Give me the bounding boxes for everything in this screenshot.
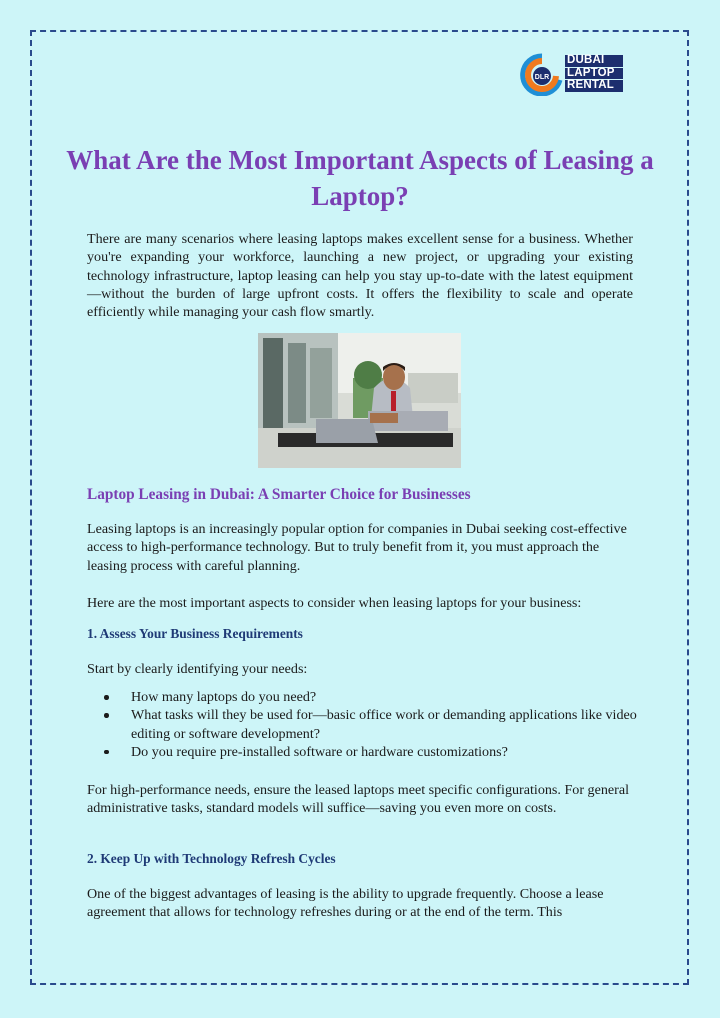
company-logo[interactable] xyxy=(519,52,625,96)
section-heading: Laptop Leasing in Dubai: A Smarter Choice for Businesses xyxy=(87,486,471,503)
logo-line-2: LAPTOP xyxy=(565,68,623,80)
logo-line-3: RENTAL xyxy=(565,80,623,92)
requirements-list xyxy=(87,688,671,761)
page-title: What Are the Most Important Aspects of Leasing a Laptop? xyxy=(66,145,654,211)
logo-mark-icon xyxy=(519,52,565,96)
section-paragraph-2: Here are the most important aspects to consider when leasing laptops for your business: xyxy=(87,595,582,611)
list-item: Do you require pre-installed software or hardware customizations? xyxy=(131,743,671,761)
logo-text xyxy=(565,55,623,93)
logo-badge: DLR xyxy=(534,74,550,81)
list-item: How many laptops do you need? xyxy=(131,688,671,706)
section-paragraph-1: Leasing laptops is an increasingly popular option for companies in Dubai seeking cost-effective access to high-performance technology. But to truly benefit from it, you must approach the leasing process with careful planning. xyxy=(87,521,627,574)
step-1-paragraph: For high-performance needs, ensure the leased laptops meet specific configurations. For general administrative tasks, standard models will suffice—saving you even more on costs. xyxy=(87,782,630,817)
intro-paragraph: There are many scenarios where leasing laptops makes excellent sense for a business. Whether you're expanding your workforce, launching a new project, or upgrading your existing technology infrastructure, laptop leasing can help you stay up-to-date with the latest equipment—without the burden of large upfront costs. It offers the flexibility to scale and operate efficiently while managing your cash flow smartly. xyxy=(87,231,633,321)
logo-line-1: DUBAI xyxy=(565,55,623,67)
step-2-paragraph: One of the biggest advantages of leasing is the ability to upgrade frequently. Choose a lease agreement that allows for technology refreshes during or at the end of the term. This xyxy=(87,886,604,921)
step-1-lead: Start by clearly identifying your needs: xyxy=(87,661,308,677)
step-1-heading: 1. Assess Your Business Requirements xyxy=(87,626,303,641)
list-item: What tasks will they be used for—basic office work or demanding applications like video editing or software development? xyxy=(131,706,671,743)
step-2-heading: 2. Keep Up with Technology Refresh Cycles xyxy=(87,851,336,866)
businessman-laptop-photo xyxy=(258,333,461,468)
